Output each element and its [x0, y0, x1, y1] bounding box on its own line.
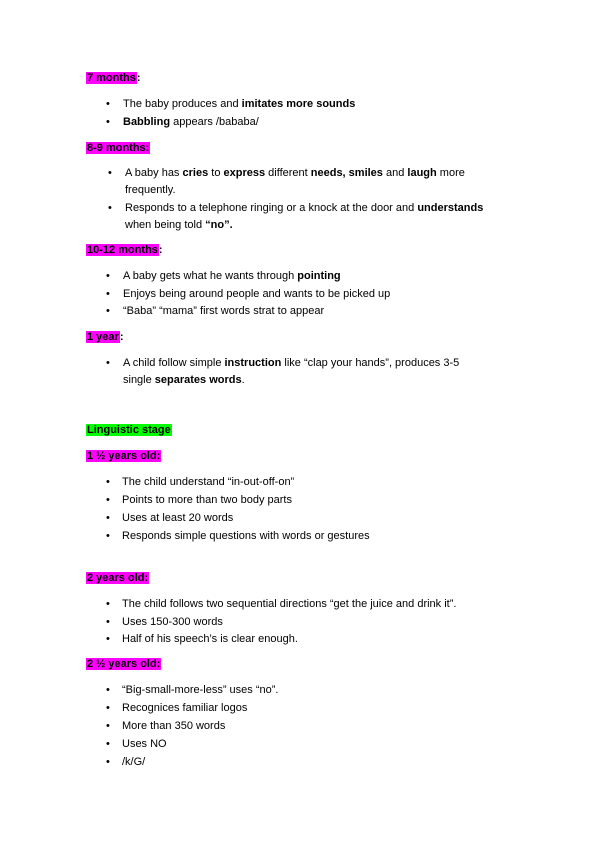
text-run: Responds to a telephone ringing or a knock at the door and — [125, 202, 418, 214]
list-item — [122, 682, 278, 699]
list-item-continuation — [123, 372, 245, 389]
list-item — [123, 286, 390, 303]
heading-7-months: 7 months: — [87, 72, 141, 84]
text-run: and — [382, 167, 408, 179]
text-run: Half of his speech’s is clear enough. — [122, 633, 298, 645]
list-item-continuation — [125, 217, 233, 234]
list-item — [122, 631, 298, 648]
bullet: • — [106, 305, 110, 317]
text-run: Uses 150-300 words — [122, 616, 223, 628]
bullet: • — [106, 738, 110, 750]
bullet: • — [106, 530, 110, 542]
bullet: • — [106, 357, 110, 369]
bullet: • — [106, 98, 110, 110]
bold-text: pointing — [297, 270, 341, 282]
list-item — [122, 510, 233, 527]
bullet: • — [106, 476, 110, 488]
text-run: Responds simple questions with words or gestures — [122, 530, 370, 542]
heading-linguistic-stage: Linguistic stage — [87, 424, 171, 436]
text-run: different — [265, 167, 311, 179]
list-item — [122, 492, 292, 509]
text-run: Recognices familiar logos — [122, 702, 248, 714]
bold-text: separates words — [154, 374, 242, 386]
list-item — [123, 303, 324, 320]
text-run: Points to more than two body parts — [122, 494, 292, 506]
list-item — [122, 718, 225, 735]
text-run: Uses NO — [122, 738, 167, 750]
bold-text: instruction — [224, 357, 282, 369]
list-item — [122, 754, 145, 771]
list-item — [125, 200, 483, 217]
heading-2-years: 2 years old: — [87, 572, 149, 584]
text-run: “Big-small-more-less” uses “no”. — [122, 684, 279, 696]
list-item-continuation — [125, 182, 176, 199]
text-run: The baby produces and — [123, 98, 242, 110]
heading-2-half-years: 2 ½ years old: — [87, 658, 161, 670]
bullet: • — [106, 756, 110, 768]
bullet: • — [106, 702, 110, 714]
list-item — [123, 355, 459, 372]
list-item — [122, 736, 167, 753]
bullet: • — [106, 270, 110, 282]
list-item — [125, 165, 465, 182]
text-run: Uses at least 20 words — [122, 512, 234, 524]
bold-text: needs, smiles — [310, 167, 383, 179]
bullet: • — [106, 288, 110, 300]
bullet: • — [106, 598, 110, 610]
text-run: like “clap your hands”, produces 3-5 — [281, 357, 460, 369]
bullet: • — [106, 512, 110, 524]
bullet: • — [106, 720, 110, 732]
text-run: appears /bababa/ — [170, 116, 259, 128]
bullet: • — [108, 202, 112, 214]
bold-text: Babbling — [123, 116, 171, 128]
text-run: Enjoys being around people and wants to be picked up — [123, 288, 391, 300]
bold-text: laugh — [407, 167, 437, 179]
bold-text: cries — [182, 167, 209, 179]
bold-text: imitates more sounds — [241, 98, 356, 110]
text-run: to — [208, 167, 224, 179]
text-run: The child understand “in-out-off-on” — [122, 476, 295, 488]
list-item — [122, 614, 223, 631]
list-item — [123, 96, 355, 113]
heading-8-9-months: 8-9 months: — [87, 142, 150, 154]
bold-text: understands — [417, 202, 484, 214]
bullet: • — [106, 633, 110, 645]
list-item — [123, 114, 259, 131]
bullet: • — [106, 616, 110, 628]
list-item — [122, 700, 247, 717]
text-run: . — [241, 374, 245, 386]
list-item — [122, 596, 456, 613]
bold-text: express — [223, 167, 266, 179]
text-run: More than 350 words — [122, 720, 226, 732]
list-item — [122, 528, 370, 545]
text-run: “Baba” “mama” first words strat to appear — [123, 305, 325, 317]
bullet: • — [106, 116, 110, 128]
text-run: The child follows two sequential directions “get the juice and drink it”. — [122, 598, 457, 610]
list-item — [122, 474, 294, 491]
text-run: A baby gets what he wants through — [123, 270, 298, 282]
text-run: /k/G/ — [122, 756, 146, 768]
bullet: • — [106, 684, 110, 696]
text-run: when being told — [125, 219, 206, 231]
bold-text: “no”. — [205, 219, 233, 231]
text-run: more — [436, 167, 465, 179]
heading-1-half-years: 1 ½ years old: — [87, 450, 161, 462]
heading-10-12-months: 10-12 months: — [87, 244, 163, 256]
text-run: A child follow simple — [123, 357, 225, 369]
text-run: frequently. — [125, 184, 176, 196]
text-run: A baby has — [125, 167, 183, 179]
bullet: • — [106, 494, 110, 506]
bullet: • — [108, 167, 112, 179]
text-run: single — [123, 374, 155, 386]
heading-1-year: 1 year: — [87, 331, 124, 343]
list-item — [123, 268, 341, 285]
